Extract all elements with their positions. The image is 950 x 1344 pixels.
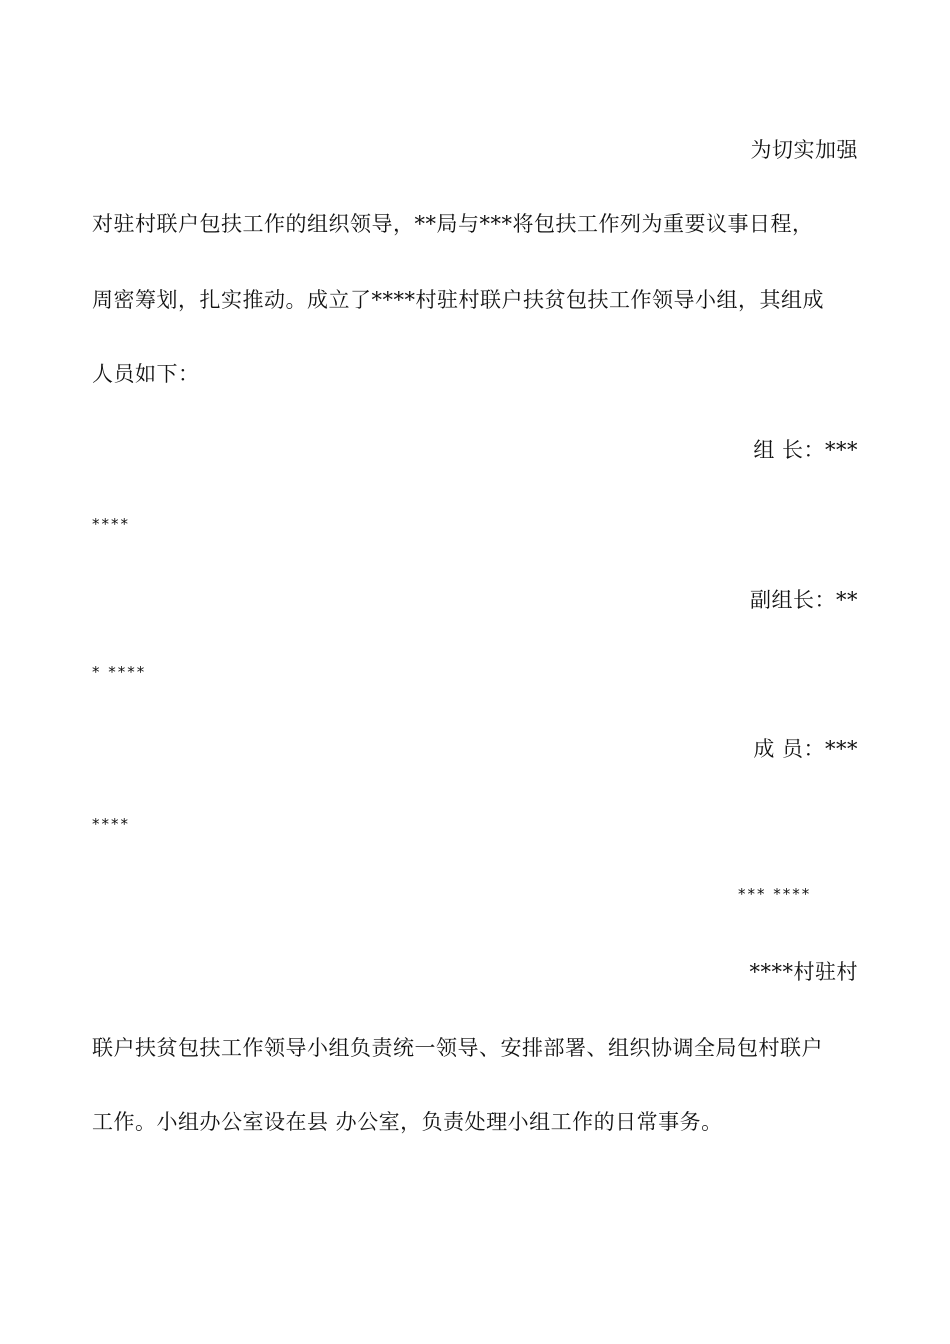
paragraph2-line-1: ****村驻村 (749, 960, 858, 984)
paragraph2-line-2: 联户扶贫包扶工作领导小组负责统一领导、安排部署、组织协调全局包村联户 (92, 1036, 823, 1060)
deputy-leader-label: 副组长：** (750, 588, 858, 612)
paragraph-line-2: 对驻村联户包扶工作的组织领导，**局与***将包扶工作列为重要议事日程， (92, 212, 814, 236)
paragraph-line-1: 为切实加强 (750, 138, 858, 162)
group-leader-name: **** (92, 515, 130, 533)
group-leader-label: 组 长：*** (753, 438, 858, 462)
paragraph-line-3: 周密筹划，扎实推动。成立了****村驻村联户扶贫包扶工作领导小组，其组成 (92, 288, 824, 312)
members-name-1: **** (92, 815, 130, 833)
members-name-2: *** **** (738, 885, 812, 903)
deputy-leader-name: * **** (92, 663, 147, 681)
members-label: 成 员：*** (753, 737, 858, 761)
paragraph2-line-3: 工作。小组办公室设在县 办公室，负责处理小组工作的日常事务。 (92, 1110, 723, 1134)
paragraph-line-4: 人员如下： (92, 362, 200, 386)
